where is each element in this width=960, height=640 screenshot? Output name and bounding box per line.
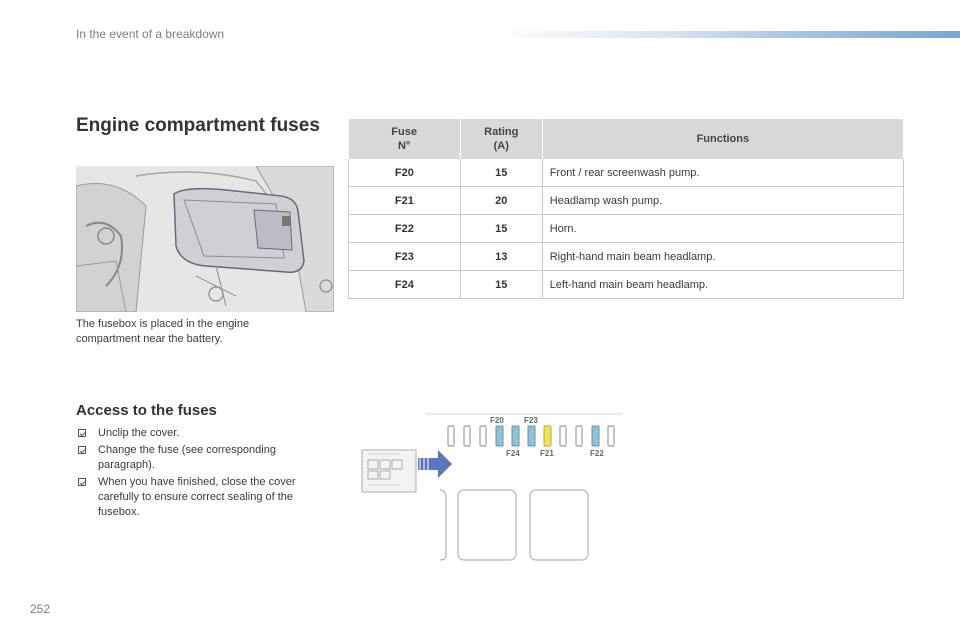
fuse-number: F23 xyxy=(349,243,461,271)
header-fuse-number: Fuse N° xyxy=(349,119,461,159)
fuse-function: Headlamp wash pump. xyxy=(542,187,903,215)
fuse-rating: 15 xyxy=(460,271,542,299)
fuse-number: F22 xyxy=(349,215,461,243)
fuse-f22-icon xyxy=(592,426,599,446)
access-steps-list xyxy=(76,426,328,522)
fuse-function: Horn. xyxy=(542,215,903,243)
checkbox-bullet-icon xyxy=(78,478,86,486)
fuse-number: F24 xyxy=(349,271,461,299)
access-section-title: Access to the fuses xyxy=(76,402,217,419)
fuse-f23-icon xyxy=(528,426,535,446)
header-gradient-bar xyxy=(490,31,960,38)
arrow-right-icon xyxy=(418,450,452,478)
fuse-number: F21 xyxy=(349,187,461,215)
fuse-function: Front / rear screenwash pump. xyxy=(542,159,903,187)
engine-compartment-photo xyxy=(76,166,334,312)
step-text: When you have finished, close the cover carefully to ensure correct sealing of the fusebox. xyxy=(98,476,296,518)
step-text: Unclip the cover. xyxy=(98,427,180,439)
fuse-number: F20 xyxy=(349,159,461,187)
page-header-title: In the event of a breakdown xyxy=(76,27,225,41)
table-row xyxy=(349,159,904,187)
header-rating: Rating (A) xyxy=(460,119,542,159)
fuse-f21-icon xyxy=(544,426,551,446)
fuse-rating: 15 xyxy=(460,215,542,243)
checkbox-bullet-icon xyxy=(78,446,86,454)
list-item xyxy=(76,426,328,441)
fuse-f24-icon xyxy=(496,426,503,446)
list-item xyxy=(76,475,328,520)
diagram-label-f22: F22 xyxy=(590,449,604,458)
header-functions: Functions xyxy=(542,119,903,159)
fusebox-diagram xyxy=(360,410,622,562)
fuse-function: Right-hand main beam headlamp. xyxy=(542,243,903,271)
fuse-f20-icon xyxy=(512,426,519,446)
fusebox-thumbnail-icon xyxy=(362,450,416,492)
diagram-label-f23: F23 xyxy=(524,416,538,425)
diagram-label-f21: F21 xyxy=(540,449,554,458)
fuse-table-header-row xyxy=(349,119,904,159)
fuse-table xyxy=(348,119,904,299)
list-item xyxy=(76,443,328,473)
table-row xyxy=(349,187,904,215)
section-title: Engine compartment fuses xyxy=(76,115,320,136)
fusebox-location-caption: The fusebox is placed in the engine compartment near the battery. xyxy=(76,318,250,345)
fuse-function: Left-hand main beam headlamp. xyxy=(542,271,903,299)
fuse-rating: 13 xyxy=(460,243,542,271)
diagram-label-f20: F20 xyxy=(490,416,504,425)
table-row xyxy=(349,215,904,243)
checkbox-bullet-icon xyxy=(78,429,86,437)
table-row xyxy=(349,243,904,271)
step-text: Change the fuse (see corresponding paragraph). xyxy=(98,444,276,471)
table-row xyxy=(349,271,904,299)
page-number: 252 xyxy=(30,602,51,616)
fuse-rating: 20 xyxy=(460,187,542,215)
fuse-rating: 15 xyxy=(460,159,542,187)
diagram-label-f24: F24 xyxy=(506,449,520,458)
